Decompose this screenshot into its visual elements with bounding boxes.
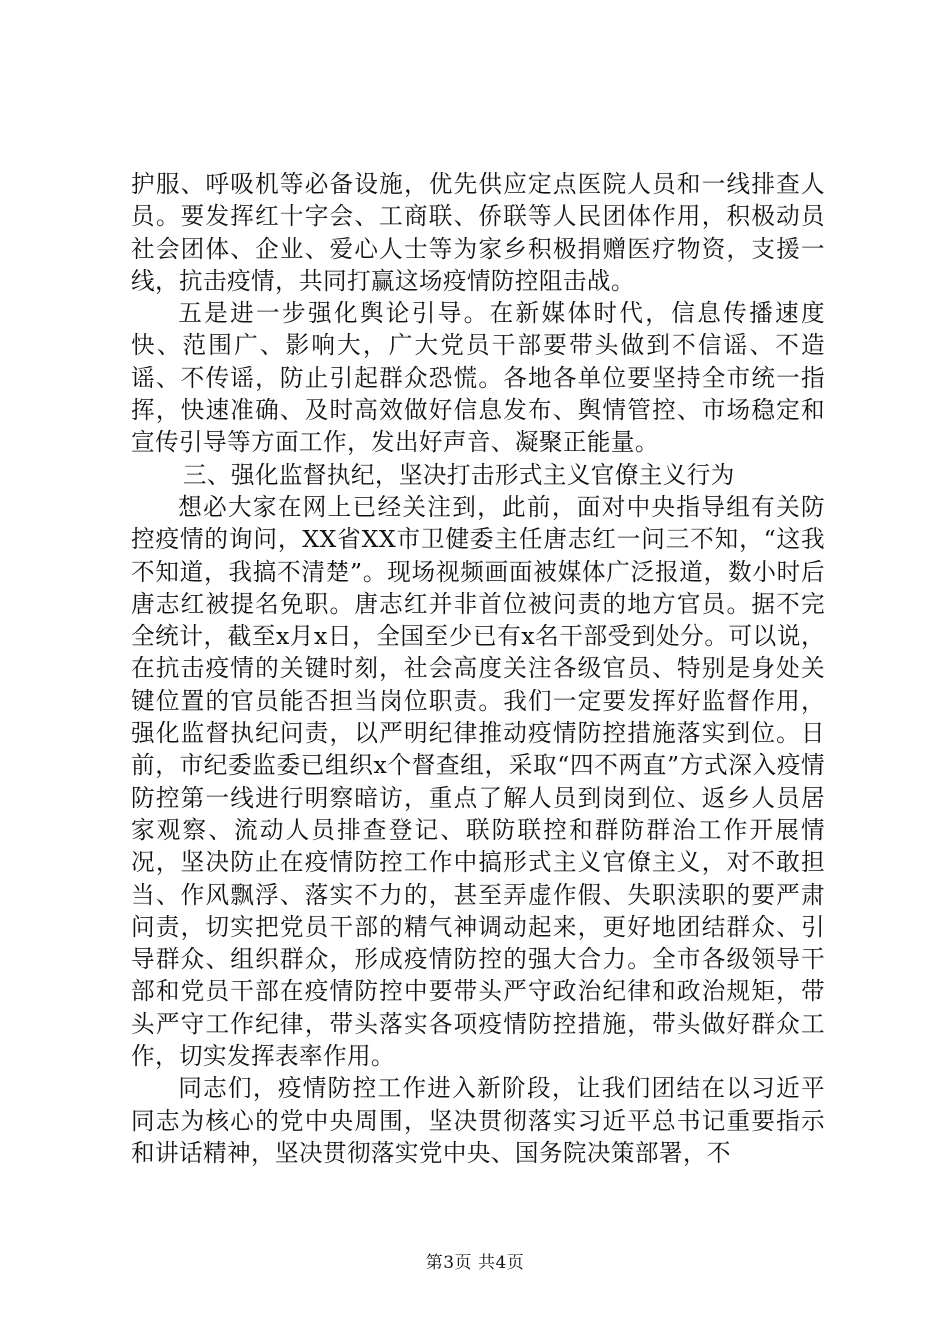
paragraph-closing: 同志们，疫情防控工作进入新阶段，让我们团结在以习近平同志为核心的党中央周围，坚决贯彻落实习近平总书记重要指示和讲话精神，坚决贯彻落实党中央、国务院决策部署，不 xyxy=(131,1074,825,1167)
paragraph-supervision: 想必大家在网上已经关注到，此前，面对中央指导组有关防控疫情的询问，XX省XX市卫健委主任唐志红一问三不知，“这我不知道，我搞不清楚”。现场视频画面被媒体广泛报道，数小时后唐志红被提名免职。唐志红并非首位被问责的地方官员。据不完全统计，截至x月x日，全国至少已有x名干部受到处分。可以说，在抗击疫情的关键时刻，社会高度关注各级官员、特别是身处关键位置的官员能否担当岗位职责。我们一定要发挥好监督作用，强化监督执纪问责，以严明纪律推动疫情防控措施落实到位。日前，市纪委监委已组织x个督查组，采取“四不两直”方式深入疫情防控第一线进行明察暗访，重点了解人员到岗到位、返乡人员居家观察、流动人员排查登记、联防联控和群防群治工作开展情况，坚决防止在疫情防控工作中搞形式主义官僚主义，对不敢担当、作风飘浮、落实不力的，甚至弄虚作假、失职渎职的要严肃问责，切实把党员干部的精气神调动起来，更好地团结群众、引导群众、组织群众，形成疫情防控的强大合力。全市各级领导干部和党员干部在疫情防控中要带头严守政治纪律和政治规矩，带头严守工作纪律，带头落实各项疫情防控措施，带头做好群众工作，切实发挥表率作用。 xyxy=(131,492,825,1071)
page-number-footer: 第3页 共4页 xyxy=(425,1253,525,1273)
paragraph-point-five: 五是进一步强化舆论引导。在新媒体时代，信息传播速度快、范围广、影响大，广大党员干部要带头做到不信谣、不造谣、不传谣，防止引起群众恐慌。各地各单位要坚持全市统一指挥，快速准确、及时高效做好信息发布、舆情管控、市场稳定和宣传引导等方面工作，发出好声音、凝聚正能量。 xyxy=(131,299,825,457)
section-heading-three: 三、强化监督执纪，坚决打击形式主义官僚主义行为 xyxy=(182,460,735,489)
document-body xyxy=(131,168,825,1169)
paragraph-continuation: 护服、呼吸机等必备设施，优先供应定点医院人员和一线排查人员。要发挥红十字会、工商联、侨联等人民团体作用，积极动员社会团体、企业、爱心人士等为家乡积极捐赠医疗物资，支援一线，抗击疫情，共同打赢这场疫情防控阻击战。 xyxy=(131,170,825,295)
